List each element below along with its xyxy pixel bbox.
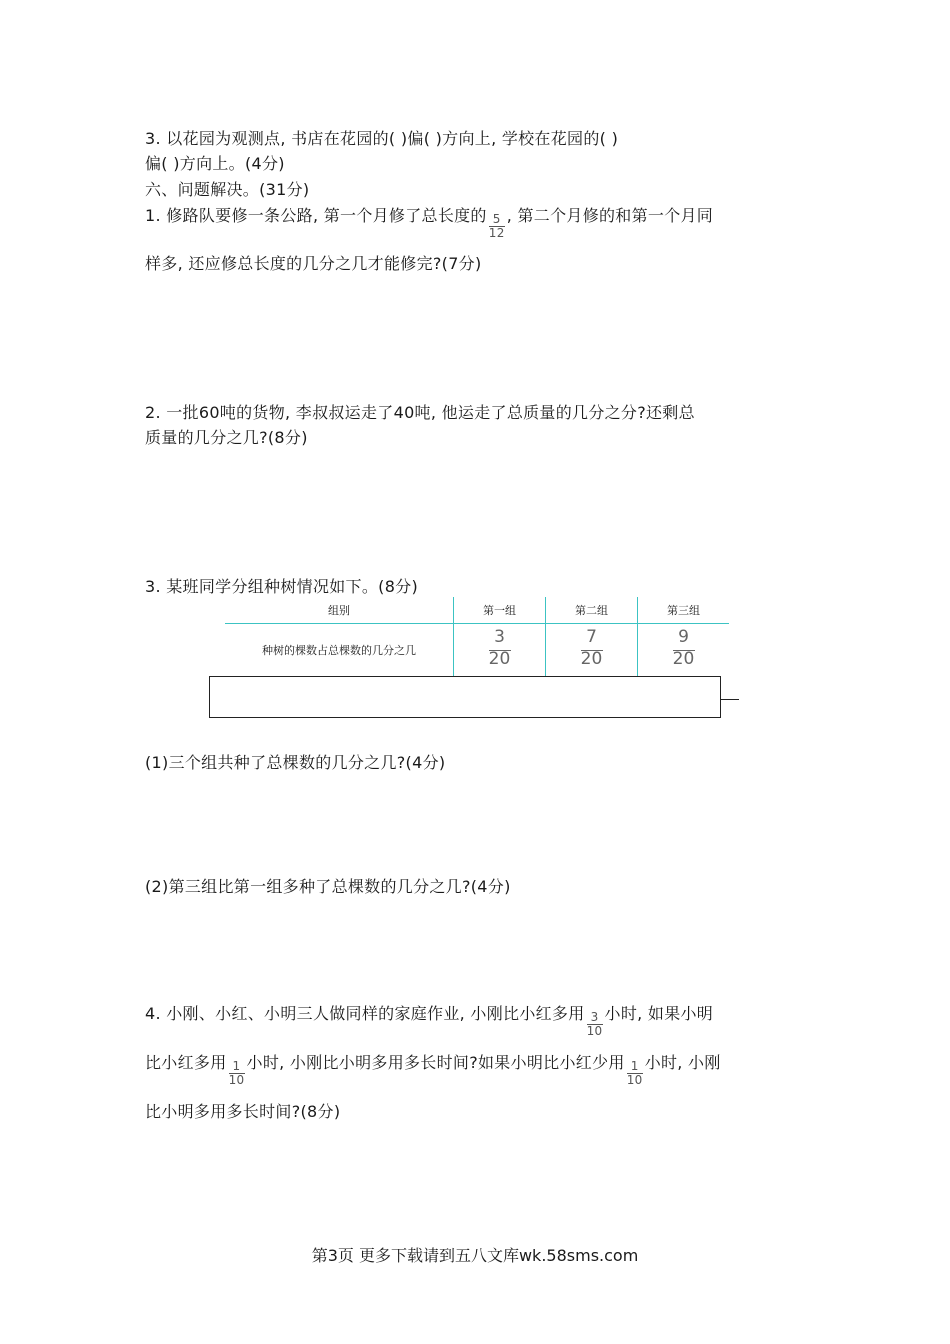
q3-geo-line2: 偏( )方向上。(4分)	[145, 154, 285, 173]
fraction-group-2: $\frac{7}{20}$	[546, 624, 638, 677]
problem-4-line1	[145, 1001, 714, 1038]
fraction-3-10: $\frac{3}{10}$	[586, 1009, 603, 1038]
problem-1-text-b: , 第二个月修的和第一个月同	[506, 206, 714, 225]
q3-geo-line1: 3. 以花园为观测点, 书店在花园的( )偏( )方向上, 学校在花园的( )	[145, 129, 619, 148]
table-row	[225, 624, 729, 677]
header-group: 组别	[225, 597, 454, 624]
problem-4-text-c: 比小红多用	[145, 1053, 227, 1072]
fraction-group-3: $\frac{9}{20}$	[638, 624, 730, 677]
box-tick-mark	[721, 688, 739, 700]
fraction-5-12: $\frac{5}{12}$	[488, 211, 505, 240]
planting-table	[225, 597, 729, 676]
problem-2-line2: 质量的几分之几?(8分)	[145, 428, 308, 447]
problem-1-text-a: 1. 修路队要修一条公路, 第一个月修了总长度的	[145, 206, 487, 225]
problem-4-line2	[145, 1050, 721, 1087]
section-6-title: 六、问题解决。(31分)	[145, 180, 310, 199]
problem-4-line3: 比小明多用多长时间?(8分)	[145, 1102, 341, 1121]
header-group-1: 第一组	[454, 597, 546, 624]
fraction-1-10-b: $\frac{1}{10}$	[626, 1058, 643, 1087]
problem-4-text-d: 小时, 小刚比小明多用多长时间?如果小明比小红少用	[246, 1053, 625, 1072]
header-group-2: 第二组	[546, 597, 638, 624]
problem-3-sub2: (2)第三组比第一组多种了总棵数的几分之几?(4分)	[145, 877, 511, 896]
table-header-row	[225, 597, 729, 624]
answer-box[interactable]	[209, 676, 721, 718]
problem-2-line1: 2. 一批60吨的货物, 李叔叔运走了40吨, 他运走了总质量的几分之分?还剩总	[145, 403, 695, 422]
problem-3-sub1: (1)三个组共种了总棵数的几分之几?(4分)	[145, 753, 446, 772]
problem-4-text-b: 小时, 如果小明	[604, 1004, 714, 1023]
problem-4-text-e: 小时, 小刚	[644, 1053, 721, 1072]
fraction-group-1: $\frac{3}{20}$	[454, 624, 546, 677]
problem-1-line2: 样多, 还应修总长度的几分之几才能修完?(7分)	[145, 254, 482, 273]
row-label: 种树的棵数占总棵数的几分之几	[262, 644, 416, 657]
fraction-1-10-a: $\frac{1}{10}$	[228, 1058, 245, 1087]
problem-1-line1	[145, 203, 714, 240]
header-group-3: 第三组	[638, 597, 730, 624]
problem-3-intro: 3. 某班同学分组种树情况如下。(8分)	[145, 577, 419, 596]
problem-4-text-a: 4. 小刚、小红、小明三人做同样的家庭作业, 小刚比小红多用	[145, 1004, 585, 1023]
page-footer: 第3页 更多下载请到五八文库wk.58sms.com	[311, 1246, 639, 1265]
